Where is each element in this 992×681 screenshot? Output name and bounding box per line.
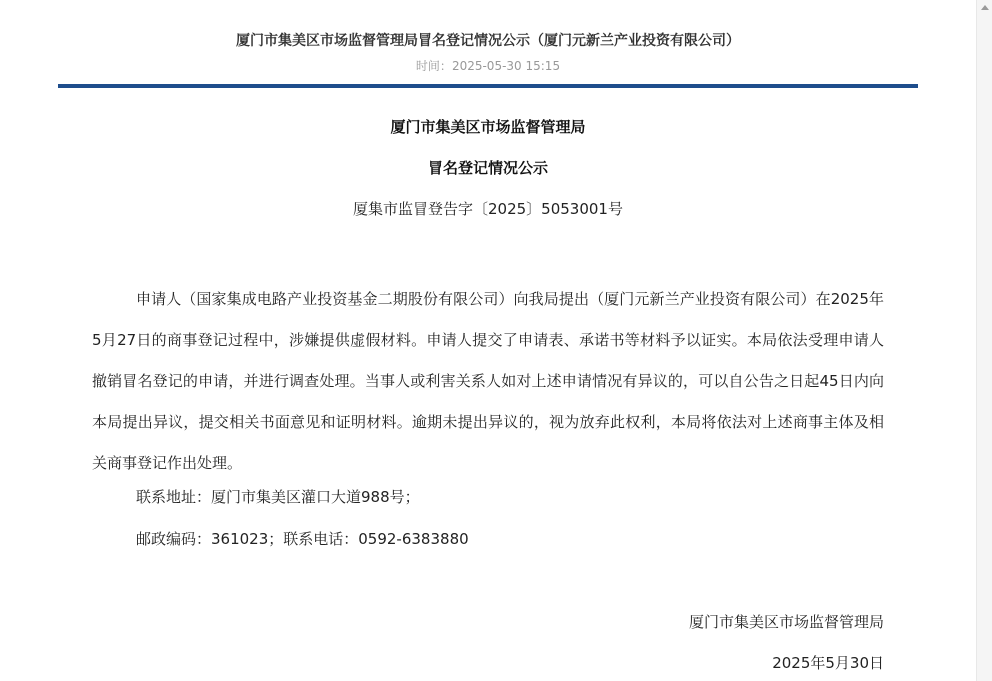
article-paragraph: 申请人（国家集成电路产业投资基金二期股份有限公司）向我局提出（厦门元新兰产业投资有限公司）在2025年5月27日的商事登记过程中，涉嫌提供虚假材料。申请人提交了申请表、承诺书等材料予以证实。本局依法受理申请人撤销冒名登记的申请，并进行调查处理。当事人或利害关系人如对上述申请情况有异议的，可以自公告之日起45日内向本局提出异议，提交相关书面意见和证明材料。逾期未提出异议的，视为放弃此权利，本局将依法对上述商事主体及相关商事登记作出处理。 [92, 290, 884, 472]
publish-time [0, 57, 976, 74]
signature-org: 厦门市集美区市场监督管理局 [688, 613, 884, 631]
contact-post-phone: 邮政编码：361023；联系电话：0592-6383880 [136, 530, 469, 548]
publish-time-label: 时间： [415, 59, 452, 73]
header-divider [58, 84, 918, 88]
scroll-up-arrow-icon[interactable] [981, 5, 989, 10]
document-number: 厦集市监冒登告字〔2025〕5053001号 [353, 200, 623, 218]
vertical-scrollbar[interactable] [976, 0, 992, 681]
contact-address: 联系地址：厦门市集美区灌口大道988号； [136, 488, 420, 506]
page-title: 厦门市集美区市场监督管理局冒名登记情况公示（厦门元新兰产业投资有限公司） [236, 33, 740, 49]
article-org-heading: 厦门市集美区市场监督管理局 [390, 118, 586, 136]
article-title-heading: 冒名登记情况公示 [427, 159, 548, 177]
publish-time-value: 2025-05-30 15:15 [451, 59, 561, 73]
signature-date: 2025年5月30日 [772, 654, 884, 672]
